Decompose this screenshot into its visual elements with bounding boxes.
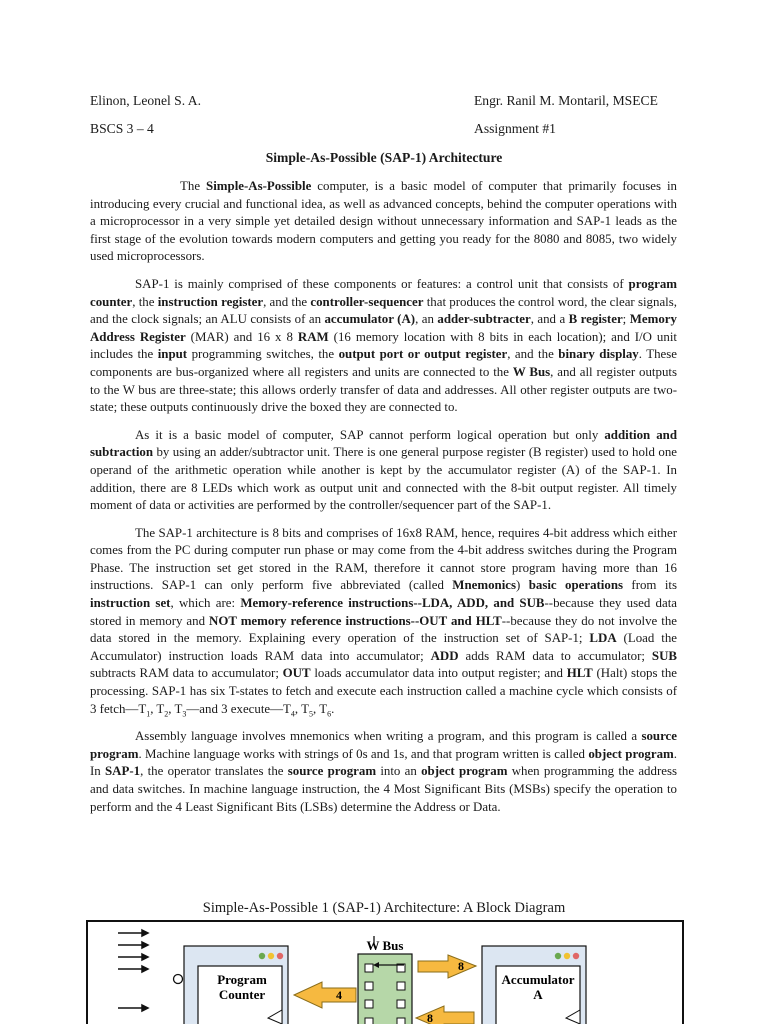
bold-term: Simple-As-Possible	[206, 179, 312, 193]
accumulator-block	[482, 946, 586, 1024]
instructor-name: Engr. Ranil M. Montaril, MSECE	[474, 93, 658, 108]
text-run: As it is a basic model of computer, SAP cannot perform logical operation but only	[135, 427, 605, 442]
text-run: (Halt) stops the processing. SAP-1 has six T-states to fetch and execute each instruction called a machine cycle which consists of 3 fetch—T	[90, 666, 678, 716]
text-run: (Load the Accumulator) instruction loads RAM data into accumulator;	[90, 631, 677, 663]
text-run: Assembly language involves mnemonics when writing a program, and this program is called a	[135, 729, 642, 744]
bold-term: adder-subtracter	[437, 312, 531, 327]
subscript: 1	[146, 709, 151, 719]
body-paragraph	[90, 525, 677, 719]
body-paragraph	[90, 276, 677, 417]
text-run: , T	[294, 701, 310, 716]
bold-term: ADD	[430, 648, 459, 663]
program-counter-label-1: Program	[217, 972, 267, 987]
section-label: BSCS 3 – 4	[90, 121, 154, 136]
bold-term: source program	[287, 764, 377, 779]
text-run: that produces the control word, the clear signals, and the clock signals; an ALU consists of an	[90, 294, 677, 327]
text-run: , T	[168, 701, 183, 716]
bold-term: SUB	[651, 648, 677, 663]
figure-caption: Simple-As-Possible 1 (SAP-1) Architecture: A Block Diagram	[202, 900, 566, 916]
led-yellow-icon	[268, 953, 274, 959]
body-paragraph	[90, 178, 677, 266]
bold-term: addition and subtraction	[90, 427, 677, 460]
accumulator-label-1: Accumulator	[501, 972, 575, 987]
text-run: —and 3 execute—T	[186, 701, 291, 716]
text-run: when programming the address and data switches. In machine language instruction, the 4 Most Significant Bits (MSBs) specify the operation to perform and the 4 Least Significant Bits (LSBs) determine the Address or Data.	[90, 764, 677, 814]
clear-signal-terminal	[174, 975, 183, 984]
bold-term: W Bus	[512, 364, 551, 379]
subscript: 4	[290, 709, 295, 719]
bold-term: B register	[568, 312, 623, 327]
text-run: , T	[150, 701, 165, 716]
text-run: .	[331, 701, 335, 716]
subscript: 5	[309, 709, 314, 719]
bold-term: OUT	[282, 666, 311, 681]
text-run: (16 memory location with 8 bits in each location); and I/O unit includes the	[90, 329, 677, 362]
text-run: , the operator translates the	[140, 764, 288, 779]
bold-term: RAM	[297, 329, 329, 344]
bold-term: basic operations	[528, 578, 624, 593]
text-run: (MAR) and 16 x 8	[185, 329, 298, 344]
text-run: , which are:	[170, 596, 241, 611]
bold-term: Memory Address Register	[90, 312, 677, 344]
bold-term: HLT	[566, 666, 593, 681]
text-run: , the	[132, 294, 158, 309]
acc-arrow-label-bottom: 8	[427, 1011, 433, 1024]
text-run: . Machine language works with strings of 0s and 1s, and that program written is called	[138, 746, 589, 761]
bold-term: program counter	[90, 276, 677, 309]
text-run: , and the	[507, 347, 559, 362]
bold-term: output port or output register	[338, 347, 508, 362]
led-green-icon	[259, 953, 265, 959]
program-counter-label-2: Counter	[218, 987, 266, 1002]
bold-term: accumulator (A)	[324, 312, 416, 327]
text-run: adds RAM data to accumulator;	[458, 648, 652, 663]
assignment-label: Assignment #1	[474, 121, 556, 136]
text-run: from its	[623, 578, 678, 593]
text-run: by using an adder/subtractor unit. There is one general purpose register (B register) used to hold one operand of the arithmetic operation while another is kept by the accumulator register (A) of the SAP-1. In addition, there are 8 LEDs which work as output unit and connected with the 8-bit output register. All timely moment of data or activities are performed by the controller/sequencer part of the SAP-1.	[90, 445, 677, 513]
author-name: Elinon, Leonel S. A.	[90, 93, 202, 108]
text-run: --because they used data stored in memory and	[90, 596, 678, 628]
text-run: , and the	[263, 294, 311, 309]
led-green-icon	[555, 953, 561, 959]
bold-term: NOT memory reference instructions--OUT and HLT	[209, 613, 502, 628]
subscript: 2	[164, 709, 169, 719]
text-run: loads accumulator data into output register; and	[310, 666, 567, 681]
text-run: )	[516, 578, 529, 593]
bold-term: SAP-1	[105, 764, 141, 779]
bold-term: instruction register	[157, 294, 264, 309]
led-red-icon	[277, 953, 283, 959]
pc-arrow-label: 4	[336, 988, 342, 1002]
led-red-icon	[573, 953, 579, 959]
text-run: , an	[415, 312, 438, 327]
text-run: programming switches, the	[187, 347, 339, 362]
text-run: SAP-1 is mainly comprised of these components or features: a control unit that consists of	[135, 276, 629, 291]
text-run: subtracts RAM data to accumulator;	[90, 666, 283, 681]
text-run: . These components are bus-organized where all registers and units are connected to the	[90, 347, 677, 379]
text-run: computer, is a basic model of computer that primarily focuses in introducing every crucial and functional idea, as well as advanced concepts, behind the computer operations with a microprocessor in a very simple yet detailed design without unnecessary information and SAP-1 leads as the first stage of the evolution towards modern computers and getting you ready for the 8080 and 8085, two widely used microprocessors.	[90, 179, 677, 264]
subscript: 3	[182, 709, 187, 719]
text-run: The SAP-1 architecture is 8 bits and comprises of 16x8 RAM, hence, requires 4-bit address which either comes from the PC during computer run phase or may come from the 4-bit address switches during the Program Phase. The instruction set get stored in the RAM, therefore it cannot store program having more than 16 instructions. SAP-1 can only perform five abbreviated (called	[90, 525, 677, 593]
body-paragraph	[90, 728, 677, 816]
text-run: --because they do not involve the data stored in the memory. Explaining every operation of the instruction set of SAP-1;	[90, 613, 677, 646]
body-paragraph	[90, 427, 677, 515]
text-run: , and a	[530, 312, 569, 327]
accumulator-label-2: A	[533, 987, 543, 1002]
program-counter-block	[184, 946, 288, 1024]
bold-term: binary display	[558, 347, 639, 362]
sap1-block-diagram	[86, 920, 686, 1024]
acc-arrow-label-top: 8	[458, 959, 464, 973]
w-bus-label: W Bus	[366, 938, 404, 953]
text-run: ;	[622, 312, 630, 327]
bold-term: Mnemonics	[452, 578, 517, 593]
text-run: , T	[313, 701, 328, 716]
bold-term: controller-sequencer	[310, 294, 424, 309]
led-yellow-icon	[564, 953, 570, 959]
document-title: Simple-As-Possible (SAP-1) Architecture	[265, 150, 503, 165]
bold-term: object program	[421, 764, 508, 779]
bold-term: input	[157, 347, 188, 362]
bold-term: instruction set	[90, 596, 171, 611]
subscript: 6	[327, 709, 332, 719]
document-body	[90, 178, 677, 826]
bold-term: object program	[588, 746, 674, 761]
text-run: . In	[90, 746, 677, 779]
text-run: , and all register outputs to the W bus are three-state; this allows orderly transfer of data and addresses. All other register outputs are two-state; these outputs continuously drive the boxed they are connected to.	[90, 364, 677, 415]
bold-term: Memory-reference instructions--LDA, ADD, and SUB	[240, 596, 545, 611]
bold-term: source program	[90, 729, 677, 761]
text-run: The	[180, 179, 207, 193]
bold-term: LDA	[589, 631, 617, 646]
text-run: into an	[376, 764, 422, 779]
